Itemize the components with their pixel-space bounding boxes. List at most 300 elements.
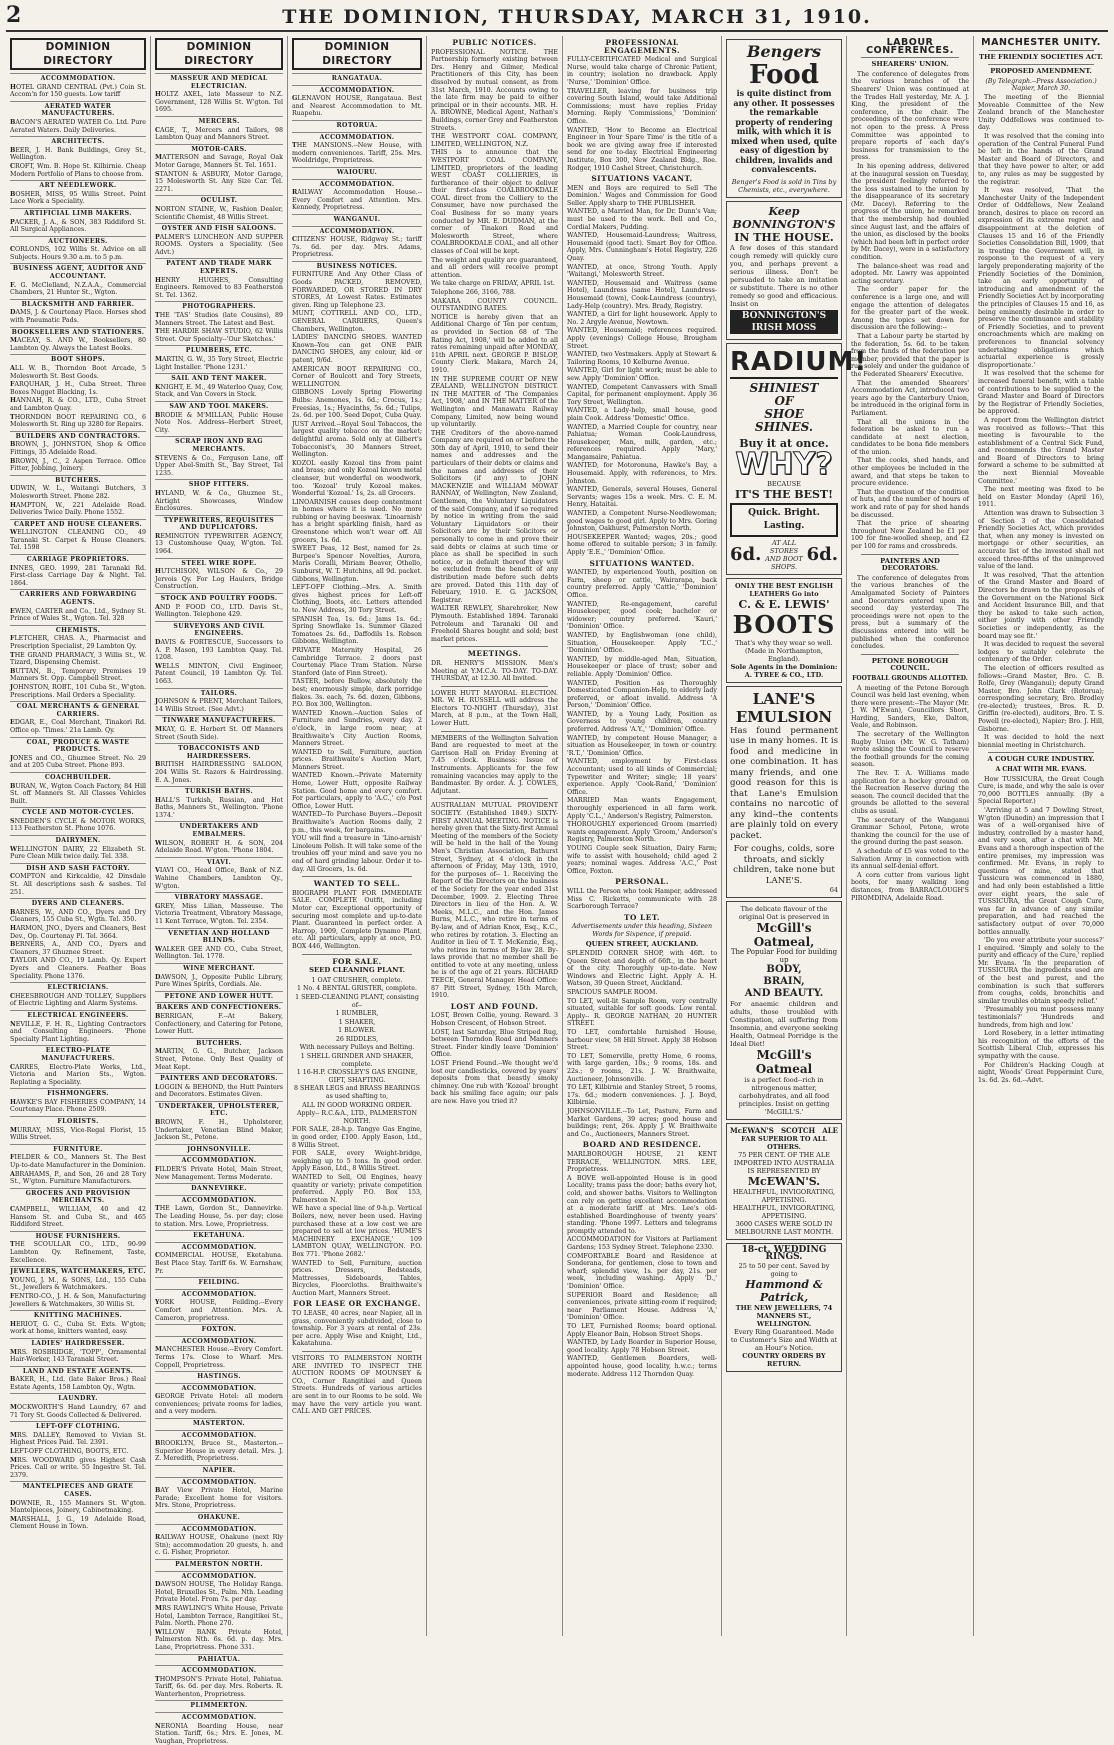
mcewans-line4: HEALTHFUL, INVIGORATING, APPETISING. — [732, 1203, 836, 1220]
section-heading: ACCOMMODATION. — [292, 226, 422, 236]
bonnington-ad — [726, 201, 842, 340]
divider — [861, 57, 959, 58]
situation-wanted: WANTED, Re-engagement, careful Housekeeper, good cook; bachelor or widower; country preferred. 'Kauri,' 'Dominion' Office. — [567, 600, 717, 631]
friendly-subhead: THE FRIENDLY SOCIETIES ACT. — [978, 52, 1104, 61]
section-heading: BUILDERS AND CONTRACTORS. — [10, 431, 146, 441]
directory-entry: RAILWAY HOUSE, Ohakune (next Rly Stn); accommodation 20 guests, h. and c. G. Fisher, Proprietor. — [155, 1534, 283, 1557]
for-sale-notice: WE have a special line of 9-h.p. Vertical Boilers, new, never been used. Having purchased these at a low cost we are prepared to sell at low prices. 'HUME'S MACHINERY EXCHANGE,' 109 LAMBTON QUAY, WELLINGTON. P.O. Box 771. 'Phone 2682.' — [292, 1205, 422, 1258]
situation-wanted: WANTED, by middle-aged Man, Situation, Housekeeper or place of trust; sober and reliable. Apply 'Dominion' Office. — [567, 655, 717, 678]
directory-entry: SNEDDEN'S CYCLE & MOTOR WORKS, 113 Featherston St. Phone 1076. — [10, 817, 146, 833]
board-item: WANTED, by Lady Boarder in Superior House, good locality. Apply 78 Hobson Street. — [567, 1339, 717, 1354]
to-let-list — [567, 950, 717, 1138]
article-paragraph: Lord Rosebery, in a letter intimating his recognition of the efforts of the Scottish Liberal Club, expresses his sympathy with the cause. — [978, 1030, 1104, 1060]
directory-entry: DAVIS & FORTESCUE, Successors to A. P. Mason, 193 Lambton Quay. Tel. 1208. — [155, 639, 283, 662]
situations-wanted-list — [567, 569, 717, 875]
divider — [441, 686, 548, 687]
directory-entry: LEFT-OFF CLOTHING, BOOTS, ETC. — [10, 1448, 129, 1456]
section-heading: PATENT AND TRADE MARK EXPERTS. — [155, 258, 283, 275]
bonnington-brand: BONNINGTON'S IRISH MOSS — [730, 310, 838, 334]
directory-entry: COMMERCIAL HOUSE, Eketahuna. Best Place Stay. Tariff 6s. W. Earnshaw, Pr. — [155, 1252, 283, 1275]
directory-entry: DAWSON HOUSE, The Holiday Ranga. Hotel, Bruxelles St., Palm. Nth. Leading Private Hotel. From 7s. per day. — [155, 1581, 283, 1604]
directory-entry: KNIGHT, E. M., 49 Waterloo Quay, Cow, Stack, and Van Covers in Stock. — [155, 383, 283, 399]
radium-why: WHY? — [735, 446, 833, 482]
mcewans-left: McEWAN'S — [730, 1126, 774, 1136]
section-heading: LEFT-OFF CLOTHING. — [10, 1421, 146, 1431]
business-notice: PRIVATE Maternity Hospital, 26 Cambridge Terrace. 2 doors past Courtenay Place Tram Station. Nurse Stanford (late of Finn Street). — [292, 646, 422, 677]
directory-entry: CAGE, T., Mercers and Tailors, 98 Lambton Quay and Manners Street. — [155, 126, 283, 142]
board-heading: BOARD AND RESIDENCE. — [582, 1140, 702, 1150]
section-heading: STEEL WIRE ROPE. — [155, 558, 283, 568]
to-let-heading: TO LET. — [624, 912, 660, 922]
directory-entry: MRS. ROSBRIDGE, 'TOPP', Ornamental Hair-Worker, 143 Taranaki Street. — [10, 1348, 146, 1364]
article-paragraph: The meeting of the Biennial Moveable Committee of the New Zealand branch of the Manchester Unity Oddfellows was continued to-day. — [978, 93, 1104, 132]
article-paragraph: 'Do you ever attribute your success?' I enquired. 'Simply and solely to the purity and efficacy of the Cure,' replied Mr. Evans. 'In the preparation of TUSSICURA the ingredients used are of the best and purest, and the combination is such that sufferers from coughs, colds, bronchitis and similar troubles obtain speedy relief.' — [978, 937, 1104, 1005]
section-heading: TINWARE MANUFACTURERS. — [155, 715, 283, 725]
board-item: COMFORTABLE Board and Residence at Sonderana, for gentlemen, close to town and wharf; splendid view, 1s. per day, 21s. per week, including washing. Apply 'D.,' 'Dominion' Office. — [567, 1252, 717, 1291]
business-notice: LADIES' DANCING SHOES. WANTED Known--You can get ONE PAIR DANCING SHOES, any colour, kid or patent, 9/6d. — [292, 334, 422, 364]
divider — [861, 654, 959, 655]
business-notice: SWEET Peas, 12 Best, named for 2s. Burpee's Spencer Novelties, Aurora, Maris Coralli, Miriam Beaver, Othello, Sunburst, W. T. Hutchins, all 9d. packet. Gibbons, Wellington. — [292, 545, 422, 583]
directory-entry: BACON'S AERATED WATER Co. Ltd. Pure Aerated Waters. Daily Deliveries. — [10, 118, 146, 134]
section-heading: ACCOMMODATION. — [292, 179, 422, 189]
public-notice: THE Creditors of the above-named Company are required on or before the 30th day of April, 1910, to send their names and addresses and the particulars of their debts or claims and the names and addresses of their Solicitors (if any) to JOHN MACKENZIE and WILLIAM MOWAT RANNAY, of Wellington, New Zealand, Gentlemen, the Voluntary Liquidators of the said Company, and if so required by notice in writing from the said Voluntary Liquidators or their Solicitors are by their Solicitors or personally to come in and prove their said debts or claims at such time or place as shall be specified in such notice, or in default thereof they will be excluded from the benefit of any distribution made before such debts are proved. Dated this 11th day of February, 1910. E. G. JACKSON, Registrar. — [431, 429, 558, 604]
directory-title: DOMINION DIRECTORY — [292, 38, 422, 70]
directory-entry: BERNERS, A., AND CO., Dyers and Cleaners, 37 Ghuznee Street. — [10, 941, 146, 956]
article-paragraph: The secretary of the Wellington Rugby Union (Mr. W. G. Tatham) wrote asking the Council to reserve the football grounds for the coming season. — [851, 731, 969, 769]
section-heading: VIAVI. — [155, 857, 283, 867]
painters-subhead: PAINTERS AND DECORATORS. — [880, 556, 940, 573]
article-paragraph: A meeting of the Petone Borough Council was held last evening, when there were present:--The Mayor (Mr. J. W. M'Ewan), Councillors Short, Harding, Sanders, Eke, Dalton, Veale, and Robinson. — [851, 684, 969, 730]
article-paragraph: A schedule of £5 was voted to the Salvation Army in connection with its annual self-denial effort. — [851, 847, 969, 871]
directory-entry: MARSHALL, J. G., 19 Adelaide Road, Clement House in Town. — [10, 1515, 146, 1531]
bengers-line: is quite distinct from any other. It possesses the remarkable property of rendering milk, with which it is mixed when used, quite easy of digestion by children, invalids and — [731, 88, 837, 165]
column-public-notices — [427, 36, 563, 1636]
divider — [302, 1351, 412, 1352]
directory-entry: BROWN, F. H., Upholsterer, Undertaker, Venetian Blind Maker, Jackson St., Petone. — [155, 1119, 283, 1142]
section-heading: ARTIFICIAL LIMB MAKERS. — [10, 208, 146, 218]
directory-entry: DOWNIE, R., 155 Manners St. W'gton. Mantelpieces, Joinery, Cabinetmaking. — [10, 1499, 146, 1515]
section-heading: HOUSE FURNISHERS. — [10, 1231, 146, 1241]
directory-entry: STEVENS & Co., Ferguson Lane, off Upper Abel-Smith St., Bay Street, Tel 1235. — [155, 454, 283, 477]
section-heading: STOCK AND POULTRY FOODS. — [155, 593, 283, 603]
mcgill-close: is a perfect food--rich in nitrogenous matter, carbohydrates, and all food principles. Insist on getting 'McGILL'S.' — [738, 1076, 830, 1117]
for-sale-notice: FOR SALE, 28-h.p. Tangye Gas Engine, in good order, £100. Apply Eason, Ltd., 8 Willis Street. — [292, 1126, 422, 1149]
professional-list — [567, 56, 717, 172]
directory-entry: BROWN, J., JOHNSTON, Shop & Office Fittings, 35 Adelaide Road. — [10, 441, 146, 456]
situation-wanted: WANTED, by competent House Manager, a situation as Housekeeper, in town or country. 'R.T.,' 'Dominion' Office. — [567, 734, 717, 757]
article-paragraph: The balance-sheet was read and adopted. Mr. Lawry was appointed acting secretary. — [851, 262, 969, 285]
situation-wanted: WANTED, Position as Thoroughly Domesticated Companion-Help, to elderly lady preferred, or afloat invalid. Address 'A Person,' 'Dominion' Office. — [567, 679, 717, 710]
directory-entry: THE Lawn, Gordon St., Dannevirke. The Leading House, 5s. per day; close to station. Mrs. Lowe, Proprietress. — [155, 1205, 283, 1228]
section-heading: CARRIAGE PROPRIETORS. — [10, 554, 146, 564]
business-notice: FURNITURE And Any Other Class of Goods PACKED, REMOVED, FORWARDED, OR STORED IN DRY STORES, At Lowest Rates. Estimates given. Ring up Telephone 23. — [292, 271, 422, 309]
directory-entry: MATTERSON and Savage, Royal Oak Motor Garage, Manners St. Tel. 1651. — [155, 154, 283, 169]
section-heading: TURKISH BATHS. — [155, 786, 283, 796]
painters-paras — [851, 575, 969, 651]
directory-body — [10, 73, 146, 1531]
lewis-tag: That's why they wear so well. (Made in Northampton, England). — [735, 638, 833, 663]
divider — [988, 752, 1094, 753]
radium-price-left: 6d. — [730, 544, 762, 565]
section-heading: VENETIAN AND HOLLAND BLINDS. — [155, 928, 283, 945]
bonnington-head1: Keep BONNINGTON'S — [732, 204, 836, 231]
board-item: WANTED, Gentlemen Boarders, well-appointed house, good locality, h.w.c.; terms moderate. Address 112 Thorndon Quay. — [567, 1355, 717, 1378]
business-notice: WANTED to Sell, Furniture, auction prices. Braithwaite's Auction Mart, Manners Street. — [292, 748, 422, 771]
section-heading: AERATED WATER MANUFACTURERS. — [10, 101, 146, 118]
section-heading: BAKERS AND CONFECTIONERS. — [156, 1004, 282, 1012]
directory-title: DOMINION DIRECTORY — [10, 38, 146, 70]
article-paragraph: A corn cutter from various light boots, for many walking long distances, from BARRACLOUGH'S PIROMDINA, Adelaide Road. — [851, 871, 969, 902]
rings-price: 25 to 50 per cent. Saved by going to — [738, 1261, 830, 1278]
article-paragraph: It was resolved that the coming into operation of the Central Funeral Fund be left in the hands of the Grand Master and Board of Directors, and that they have power to alter, or add to, any rules as may be suggested by the registrar. — [978, 132, 1104, 186]
public-notice: THE WESTPORT COAL COMPANY, LIMITED, WELLINGTON, N.Z. — [431, 133, 558, 148]
lost-found-heading: LOST AND FOUND. — [450, 1001, 539, 1011]
directory-entry: TAYLOR AND CO., 19 Lamb. Qy. Expert Dyers and Cleaners. Feather Boas Speciality. Phone 1376. — [10, 957, 146, 980]
directory-entry: THE MANSIONS.--New House, with modern conveniences. Tariff, 25s. Mrs. Wooldridge, Proprietress. — [292, 142, 422, 165]
page-number: 2 — [6, 2, 22, 28]
directory-entry: BURAN, W., Wgton Coach Factory, 84 Hill St. off Manners St. All Classes Vehicles Built. — [10, 782, 146, 805]
lanes-close: For coughs, colds, sore throats, and sickly children, take none but LANE'S. — [733, 844, 835, 886]
directory-entry: HOTEL GRAND CENTRAL (Pvt.) Coin St. Accom'n for 150 guests. Low tariff — [10, 83, 146, 99]
mcewans-line2: 75 PER CENT. OF THE ALE IMPORTED INTO AUSTRALIA IS REPRESENTED BY — [733, 1150, 835, 1175]
for-sale-notice: WANTED to Sell, Furniture, auction prices. Dressers, Bedsteads, Mattresses, Sideboards, Tables, Bicycles, Floorcloths. Braithwaite's Auction Mart, Manners Street. — [292, 1259, 422, 1297]
article-paragraph: 'Presumably you must possess many testimonials?' 'Hundreds and hundreds, from high and low.' — [978, 1006, 1104, 1029]
directory-entry: DAMS, J. & Courtenay Place. Horses shod with Pneumatic Pads. — [10, 309, 146, 325]
public-notice: MAKARA COUNTY COUNCIL. OUTSTANDING RATES. — [431, 297, 558, 313]
article-paragraph: The election of officers resulted as follows:--Grand Master, Bro. C. B. Rolfe, Grey (Wanganui); deputy Grand Master, Bro. John Clark (Rotorua); corresponding secretary, Bro. Brodley (re-elected); trustees, Bros. R. D. Griffin (re-elected), auditors, Bro. T. S. Powell (re-elected), Napier; Bro. J. Hill, Gisborne. — [978, 664, 1104, 733]
mcewans-right: ALE — [822, 1126, 838, 1136]
section-heading: OHAKUNE. — [155, 1512, 283, 1522]
directory-entry: DAWSON, J., Opposite Public Library, Pure Wines Spirits, Cordials. Ale. — [155, 973, 283, 989]
directory-entry: FARQUHAR, J. H., Cuba Street. Three Boxes Nugget Blacking, 1s. — [10, 381, 146, 396]
section-heading: ACCOMMODATION. — [155, 1383, 283, 1393]
article-paragraph: The conference of delegates from the various branches of the Amalgamated Society of Painters and Decorators entered upon its second day yesterday. The proceedings were not open to the press, but a summary of the discussions entered into will be published when the conference concludes. — [851, 574, 969, 651]
directory-entry: MURRAY, MISS, Vice-Regal Florist, 15 Willis Street. — [10, 1126, 146, 1142]
radium-because: BECAUSE — [767, 479, 801, 488]
mission-meeting: DR. HENRY'S MISSION. Men's Meeting at Y.M.C.A. TO-DAY. TO-DAY. THURSDAY, at 12.30. All Invited. — [431, 659, 558, 683]
section-heading: WINE MERCHANT. — [155, 963, 283, 973]
directory-entry: WILSON, ROBERT H. & SON, 204 Adelaide Road. W'gton. 'Phone 1804. — [155, 839, 283, 855]
directory-entry: THORNDON BOOT REPAIRING CO., 6 Molesworth St. Ring up 3280 for Repairs. — [10, 413, 146, 429]
directory-entry: WILLOW BANK Private Hotel, Palmerston Nth. 6s. 6d. p. day. Mrs. Lane, Proprietress. Phone 331. — [155, 1628, 283, 1651]
section-heading: BUTCHERS. — [10, 475, 146, 485]
directory-entry: ABRAHAMS, P., and Son, 26 and 28 Tory St., W'gton. Furniture Manufacturers. — [10, 1170, 146, 1186]
directory-entry: WELLINGTON DAIRY, 22 Elizabeth St. Pure Clean Milk twice daily. Tel. 338. — [10, 845, 146, 861]
situation-vacant: WANTED, a Married Man, for Dr. Dunn's Van; must be used to the work. Bell and Co., Cordial Makers, Pudding. — [567, 208, 717, 231]
directory-entry: BROOKLYN, Bruce St., Masterton.--Superior House in every detail. Mrs. J. Z. Meredith, Proprietress. — [155, 1440, 283, 1463]
directory-entry: NERONIA Boarding House, near Station. Tariff, 6s.; Mrs. E. Jones, M. Vaughan, Proprietress. — [155, 1722, 283, 1745]
lanes-emulsion-ad — [726, 686, 842, 899]
section-heading: FURNITURE. — [10, 1144, 146, 1154]
for-sale-item: With necessary Pulleys and Belting. — [299, 1044, 415, 1052]
petone-subhead2: FOOTBALL GROUNDS ALLOTTED. — [852, 674, 968, 682]
mcgill-brain: BRAIN, — [763, 976, 805, 988]
for-sale-item: 1 RUMBLER, — [335, 1010, 379, 1018]
section-heading: PLIMMERTON. — [155, 1700, 283, 1710]
business-notice: KOZOL easily Kozoal tins from paint and brass; and only Kozoal known metal cleanser, but wonderful on woodwork, too. 'Kozoal' truly Kozoal makes. Wonderful 'Kozoal.' 1s, 2s. all Grocers. — [292, 459, 422, 498]
labour-heading: LABOUR CONFERENCES. — [866, 37, 954, 56]
directory-title: DOMINION DIRECTORY — [155, 38, 283, 70]
public-notice: NOTICE is hereby given that an Additional Charge of Ten per centum, as provided in Section 68 of 'The Rating Act, 1908,' will be added to all rates remaining unpaid after MONDAY, 11th APRIL next. GEORGE P. BISLOP, County Clerk. Makara, March 24, 1910. — [431, 313, 558, 374]
section-heading: ACCOMMODATION. — [155, 1430, 283, 1440]
mcewans-brand: McEWAN'S. — [747, 1174, 821, 1188]
business-notices — [292, 271, 422, 873]
divider — [302, 954, 412, 955]
directory-entry: THE 'TAS' Studios (late Cousins), 89 Manners Street. The Latest and Best. — [155, 312, 283, 327]
mcewans-mid: SCOTCH — [780, 1126, 816, 1136]
section-heading: SHOP FITTERS. — [155, 479, 283, 489]
article-paragraph: The secretary of the Wanganui Grammar School, Petone, wrote thanking the council for the use of the ground during the past season. — [851, 816, 969, 847]
section-heading: DYERS AND CLEANERS. — [10, 898, 146, 908]
directory-entry: WELLS MINTON, Civil Engineer, Patent Council, 19 Lambton Qy. Tel. 1663. — [155, 662, 283, 685]
article-paragraph: That the price of shearing throughout New Zealand be £1 per 100 for fine-woolled sheep, and £2 per 100 for rams and crossbreds. — [851, 520, 969, 550]
section-heading: ACCOMMODATION. — [155, 1665, 283, 1675]
column-directory-1 — [6, 36, 151, 1636]
radium-ad — [726, 343, 868, 575]
section-heading: FLORISTS. — [10, 1116, 146, 1126]
article-paragraph: That all the unions in the federation be asked to run a candidate at next election, candidates to be bona fide members of the union. — [851, 418, 969, 456]
section-heading: WAIOURU. — [292, 167, 422, 177]
bonnington-text: A few doses of this standard cough remedy will quickly cure you, and perhaps prevent a serious illness. Don't be persuaded to take an imitation or substitute. There is no other remedy so good and efficacious. Insist on — [730, 243, 838, 308]
for-sale-item: 26 RIDDLES, — [335, 1035, 379, 1043]
directory-entry: BARNES, W., AND CO., Dyers and Dry Cleaners, 155 Cuba St., Wgtn. Tel. 350. — [10, 908, 146, 924]
section-heading: TAILORS. — [155, 688, 283, 698]
lewis-agents: Sole Agents in the Dominion: A. TYREE & CO., LTD. — [730, 662, 838, 679]
section-heading: FISHMONGERS. — [10, 1088, 146, 1098]
board-item: MARLBOROUGH HOUSE, 21 KENT TERRACE, WELLINGTON. MRS. LEE, Proprietress. — [567, 1150, 717, 1174]
directory-entry: BEER, J. H. Bank Buildings, Grey St., Wellington. — [10, 146, 146, 162]
directory-entry: MANCHESTER House.--Every Comfort. Terms 17s. Close to Wharf. Mrs. Coppell, Proprietress. — [155, 1346, 283, 1369]
section-heading: BUSINESS AGENT, AUDITOR AND ACCOUNTANT. — [10, 263, 146, 280]
section-heading: CYCLE AND MOTOR-CYCLES. — [10, 807, 146, 817]
wedding-rings-ad — [726, 1243, 842, 1372]
situation-vacant: WANTED, a Married Couple for country, near Pahiatua; Woman Cook-Laundress, Housekeeper, Man, milk, garden, etc.; references required. Apply 'Mary,' Mangamaire, Pahiatua. — [567, 423, 717, 461]
section-heading: ELECTRO-PLATE MANUFACTURERS. — [10, 1045, 146, 1062]
article-paragraph: The next meeting was fixed to be held on Easter Monday (April 16), 1911. — [978, 486, 1104, 509]
lost-found-item: LOST, last Saturday, Blue Striped Rug, between Thorndon Road and Manners Street. Finder kindly leave 'Dominion' Office. — [431, 1028, 558, 1059]
business-notice: LINOARNISH causes deep contentment in homes where it is used. No more rubbing or having beeswax. 'Linoarnish' has a bright sparkling finish, hard as Greenstone which won't wear off. All grocers, 1s. 6d. — [292, 498, 422, 544]
visitors-notice: VISITORS TO PALMERSTON NORTH ARE INVITED TO INSPECT THE AUCTION ROOMS OF MOUNSEY & CO., Corner Rangitikei and Queen Streets. Hundreds of various articles are sent in to our Rooms to be sold. We may have the very article you want. CALL AND GET PRICES. — [292, 1355, 422, 1416]
directory-entry: REMINGTON TYPEWRITER AGENCY, 13 Customhouse Quay, W'gton. Tel. 1964. — [155, 532, 283, 556]
amp-society: AUSTRALIAN MUTUAL PROVIDENT SOCIETY. (Established 1849.) SIXTY-FIRST ANNUAL MEETING. NOTICE is hereby given that the Sixty-first Annual Meeting of the members of the Society will be held in the hall of the Young Men's Christian Association, Bathurst Street, Sydney, at 4 o'clock in the afternoon of Friday, May 13th, 1910, for the purposes of-- 1. Receiving the Report of the Directors on the business of the Society for the year ended 31st December, 1909. 2. Electing Three Directors in lieu of the Hon. A. W. Meeks, M.L.C., and the Hon. James Burns, M.L.C., who retire in terms of By-law, and of Adrian Knox, Esq., K.C., who retires by rotation. 3. Electing an Auditor in lieu of T. T. McKenzie, Esq., who retires in terms of By-law 28. By-laws provide that no member shall be entitled to vote at any meeting, unless he is of the age of 21 years. RICHARD TEECE, General Manager. Head Office: 87 Pitt Street, Sydney, 15th March, 1910. — [431, 802, 558, 1000]
bengers-brand: Bengers — [746, 42, 822, 61]
radium-cta: Buy it at once. — [739, 436, 829, 450]
section-heading: ACCOMMODATION. — [155, 1477, 283, 1487]
directory-entry: RAILWAY Accommodation House.--Every Comfort and Attention. Mrs. Kennedy, Proprietress. — [292, 189, 422, 212]
article-paragraph: 'Arriving at 5 and 7 Dowling Street, W'gton (Dunedin) an impression that I was of a well-organised hive of industry, controlled by a master hand, and very soon, after a chat with Mr. Evans and a thorough inspection of the entire premises, my impression was confirmed. Mr. Evans, in reply to questions of mine, stated that Tussicura was commenced in 1880, and had only been established a little over eight years, the sale of TUSSICURA, the Great Cough Cure, was far in advance of any similar preparation, and had reached the satisfactory output of over 70,000 bottles annually. — [978, 807, 1104, 936]
directory-entry: YORK HOUSE, Feilding.--Every Comfort and Attention. Mrs. A. Cameron, proprietress. — [155, 1299, 283, 1322]
section-heading: DISH AND SASH FACTORY. — [10, 863, 146, 873]
bengers-foot: Benger's Food is sold in Tins by Chemists, etc., everywhere. — [731, 177, 837, 194]
board-list — [567, 1151, 717, 1378]
section-heading: ACCOMMODATION. — [10, 73, 146, 83]
meetings-heading: MEETINGS. — [467, 649, 522, 659]
section-heading: ACCOMMODATION. — [155, 1712, 283, 1722]
to-let-item: TO LET, comfortable furnished House, harbour view, 58 Hill Street. Apply 38 Hobson Street. — [567, 1029, 717, 1052]
manchester-heading: MANCHESTER UNITY. — [981, 37, 1101, 48]
public-notice: IN THE SUPREME COURT OF NEW ZEALAND, WELLINGTON DISTRICT. IN THE MATTER of 'The Companies Act, 1908,' and IN THE MATTER of the Wellington and Manawatu Railway Company, Limited, now being wound up voluntarily. — [431, 375, 558, 429]
section-heading: GROCERS AND PROVISION MERCHANTS. — [10, 1188, 146, 1205]
section-heading: MERCERS. — [155, 116, 283, 126]
directory-entry: CROFT, Wm. B. Hope St. Kilbirnie. Cheap Modern Portfolio of Plans to choose from. — [10, 162, 146, 178]
directory-entry: FIELDER & CO., Manners St. The Best Up-to-date Manufacturer in the Dominion. — [10, 1154, 146, 1170]
mcewans-line1: FAR SUPERIOR TO ALL OTHERS. — [741, 1134, 827, 1151]
business-notice: AMERICAN BOOT REPAIRING CO., Corner of Boulcott and Tory Streets, WELLINGTON. — [292, 365, 422, 388]
situation-vacant: WANTED, a Lady-help, small house, good plain Cook. Address 'Domestic' Office. — [567, 407, 717, 422]
mcgill-top: The delicate flavour of the original Oat is preserved in — [738, 905, 830, 921]
lease-text: TO LEASE, 40 acres, near Napier, all in grass, conveniently subdivided, close to township. For 3 years at rental of 23s. per acre. Apply Wise and Knight, Ltd., Kakatahuna. — [292, 1310, 422, 1348]
personal-item: WILL the Person who took Hamper, addressed Miss C. Ricketts, communicate with 28 Scarborough Terrace? — [567, 887, 717, 911]
section-heading: EKETAHUNA. — [155, 1230, 283, 1240]
lanes-brand: LANE'S EMULSION — [735, 689, 833, 726]
lewis-product: BOOTS — [732, 609, 836, 639]
situation-vacant: WANTED, a Competent Nurse-Needlewoman; good wages to good girl. Apply to Mrs. Goring Johnston, Oakhurst, Palmerston North. — [567, 510, 717, 533]
for-sale-item: 1 SHELL GRINDER AND SHAKER, complete. — [300, 1053, 414, 1068]
section-heading: KNITTING MACHINES. — [10, 1310, 146, 1320]
situation-wanted: WANTED, by experienced Youth, position on Farm, sheep or cattle, Wairarapa, back country preferred. Apply 'Cattle,' 'Dominion' Office. — [567, 569, 717, 599]
to-let-item: TO LET, well-lit Sample Room, very centrally situated, suitable for soft goods. Low rental. Apply-- R. GEORGE NATHAN, 20 HUNTER STREET. — [567, 997, 717, 1028]
situation-vacant: HOUSEKEEPER Wanted; wages, 20s.; good home offered to suitable person; 3 in family. Apply 'E.E.,' 'Dominion' Office. — [567, 533, 717, 556]
section-heading: BLACKSMITH AND FARRIER. — [10, 299, 146, 309]
radium-line: SHINIEST — [749, 380, 819, 395]
situation-wanted: YOUNG Couple seek Situation, Dairy Farm; wife to assist with household; child aged 2 years; nominal wages. Address 'A.C.,' Post Office, Foxton. — [567, 844, 717, 875]
public-notice: THIS is to announce that the WESTPORT COAL COMPANY, LIMITED, proprietors of the leading WEST COAST COLLIERIES, in furtherance of their object to deliver their first-class COALBROOKDALE COAL direct from the Colliery to the Consumer, have now purchased the Coal Business for so many years conducted by MR. E. DUDMAN, at the corner of Tinakori Road and Molesworth Street, where COALBROOKDALE COAL, and all other classes of Coal will be kept. — [431, 149, 558, 256]
professional-heading: PROFESSIONAL ENGAGEMENTS. — [603, 38, 681, 55]
section-heading: MASTERTON. — [155, 1418, 283, 1428]
directory-entry: ALL W. B., Thorndon Boot Arcade, 5 Molesworth St. Best Goods. — [10, 365, 146, 380]
section-heading: ARCHITECTS. — [10, 136, 146, 146]
section-heading: UNDERTAKER, UPHOLSTERER, ETC. — [155, 1101, 283, 1118]
business-notice: MUNT, COTTRELL AND CO., LTD., GENERAL CARRIERS, Queen's Chambers, Wellington. — [292, 310, 422, 333]
rings-addr: THE NEW JEWELLERS, 74 MANNERS ST., WELLINGTON. — [735, 1303, 833, 1328]
section-heading: CARPET AND HOUSE CLEANERS. — [10, 519, 146, 529]
for-sale-item: ALL IN GOOD WORKING ORDER. — [302, 1101, 412, 1109]
directory-entry: UDWIN, W. L., Waitangi Butchers, 3 Molesworth Street. Phone 282. — [10, 485, 146, 500]
column-advertisements — [722, 36, 868, 1636]
section-heading: VIBRATORY MASSAGE. — [155, 892, 283, 902]
directory-entry: CAMPBELL, WILLIAM, 40 and 42 Hansom St. and Cuba St., and 465 Riddiford Street. — [10, 1206, 146, 1229]
directory-entry: GREY, Miss Lilian, Masseuse. The Victoria Treatment, Vibratory Massage, 11 Kent Terrace, W'gton. Tel. 2354. — [155, 902, 283, 925]
business-notice: LEFT-OFF Clothing.--Mrs. A. Smith gives highest prices for Left-off Clothing, Boots, etc. Letters attended to. New Address, 30 Tory Street. — [292, 584, 422, 614]
directory-entry: BERRIGAN, F.--At Bakery, Confectionery, and Catering for Petone, Lower Hutt. — [155, 1012, 283, 1036]
section-heading: MOTOR-CARS. — [155, 144, 283, 154]
public-notices-heading: PUBLIC NOTICES. — [452, 38, 537, 47]
situation-wanted: MARRIED Man wants Engagement, thoroughly experienced in all farm work. Apply 'C.L.,' Anderson's Registry, Palmerston. — [567, 797, 717, 820]
directory-entry: CHEESBROUGH AND TOLLEY, Suppliers of Electric Lighting and Alarm Systems. — [10, 992, 146, 1008]
lost-found-item: LOST Friend Found.--We thought we'd lost our candlesticks, covered by years' deposits from that beastly smoky chimney. One rub with 'Kozoal' brought back his smiling face again; our pals are new. Have you tried it? — [431, 1060, 558, 1105]
public-notice: We take charge on FRIDAY, APRIL 1st. — [431, 280, 555, 288]
directory-entry: EDGAR, E., Coal Merchant, Tinakori Rd. Office op. 'Times.' 21a Lamb. Qy. — [10, 719, 146, 734]
mcgill-sub: The Popular Food for building up — [730, 948, 838, 964]
article-paragraph: That the amended Shearers' Accommodation Act, introduced two years ago by the Canterbury Union, be introduced in the original form in Parliament. — [851, 379, 969, 417]
to-let-item: SPLENDID CORNER SHOP, with 46ft. to Queen Street and depth of 66ft., in the heart of the city. Thoroughly up-to-date. New Windows and Electric Light. Apply A. H. Watson, 39 Queen Street, Auckland. — [567, 950, 717, 988]
section-heading: ACCOMMODATION. — [292, 132, 422, 142]
column-directory-3 — [288, 36, 427, 1636]
section-heading: ELECTRICAL ENGINEERS. — [10, 1010, 146, 1020]
section-heading: ROTORUA. — [292, 120, 422, 130]
for-sale-item: 1 16-H.P. CROSSLEY'S GAS ENGINE, GIFT, SHAFTING. — [296, 1069, 418, 1084]
section-heading: COAL MERCHANTS & GENERAL CARRIERS. — [10, 701, 146, 718]
cough-subhead: A COUGH CURE INDUSTRY. — [987, 755, 1095, 764]
mcgill-text: For anaemic children and adults, those troubled with Constipation, all suffering from Insomnia, and everyone seeking Health, Oatmeal Porridge is the Ideal Diet! — [730, 1000, 838, 1049]
situation-wanted: WANTED, by Englishwoman (one child), Situation, Housekeeper. Apply 'T.C.,' 'Dominion' Office. — [567, 631, 717, 655]
for-sale-item: 1 BLOWER. — [338, 1027, 376, 1035]
for-sale-notice: FOR SALE, every Weight-bridge, weighing up to 5 tons. In good order. Apply Eason, Ltd., 8 Willis Street. — [292, 1150, 422, 1173]
directory-entry: F. G. McClelland, N.Z.A.A., Commercial Chambers, 21 Hunter St., Wgton. — [10, 281, 146, 297]
section-heading: ACCOMMODATION. — [292, 85, 422, 95]
divider — [988, 50, 1094, 51]
section-heading: TYPEWRITERS, REQUISITES AND DUPLICATORS. — [155, 515, 283, 532]
section-heading: NAPIER. — [155, 1465, 283, 1475]
section-heading: DAIRYMEN. — [10, 835, 146, 845]
situation-vacant: WANTED, Competent Canvassers with Small Capital, for permanent employment. Apply 36 Tory Street, Wellington. — [567, 383, 717, 406]
directory-entry: FENTRO-CO., J. H. & Son, Manufacturing Jewellers & Watchmakers, 30 Willis St. — [10, 1292, 146, 1308]
board-item: SUPERIOR Board and Residence; all conveniences, private sitting-room if required; near Parliament House. Address 'A,' 'Dominion' Office. — [567, 1291, 717, 1322]
directory-entry: THE SCOULLAR CO., LTD., 90-99 Lambton Qy. Refinement, Taste, Excellence. — [10, 1241, 146, 1264]
for-sale-item: Apply-- R.C.&A., LTD., PALMERSTON NORTH. — [297, 1110, 417, 1125]
business-notice: TASTER, before Bullow, absolutely the best; enormously simple, dark porridge flakes. 3s. each, 7s. 6d. dozen, Gibbons, P.O. Box 300, Wellington. — [292, 678, 422, 709]
section-heading: ACCOMMODATION. — [155, 1336, 283, 1346]
directory-entry: PALMER'S LUNCHEON AND SUPPER ROOMS. Oysters a Speciality. (See Advt.) — [155, 233, 283, 256]
situation-wanted: THOROUGHLY experienced Groom (married) wants engagement. Apply 'Groom,' Anderson's Registry, Palmerston North. — [567, 821, 717, 844]
petone-paras — [851, 685, 969, 903]
wanted-to-sell-text: BIOGRAPH PLANT FOR IMMEDIATE SALE. COMPLETE Outfit, including Motor car, Exceptional opportunity of securing most complete and up-to-date Plant. Guaranteed in perfect order. A Harrop, 1909, Complete Dynamo Plant, etc. All particulars, apply at once, P.O. BOX 446, Wellington. — [292, 889, 422, 950]
directory-entry: BUTTAN, B., Temporary Premises 19 Manners St. Opp. Campbell Street. — [10, 667, 146, 683]
public-notice: Telephone 266, 3166, 788. — [431, 289, 516, 296]
section-heading: ACCOMMODATION. — [155, 1242, 283, 1252]
article-paragraph: The Rev. T. A. Williams made application for a hockey ground on the Recreation Reserve during the season. The council decided that the grounds be allotted to the several clubs as usual. — [851, 770, 969, 815]
section-heading: PAHIATUA. — [155, 1654, 283, 1664]
columns — [6, 36, 1108, 1745]
section-heading: JEWELLERS, WATCHMAKERS, ETC. — [10, 1268, 146, 1276]
directory-entry: PACKER, J. A., & SON, 383 Riddiford St. All Surgical Appliances. — [10, 218, 146, 234]
section-heading: SAW AND TOOL MAKERS. — [155, 401, 283, 411]
directory-entry: FLETCHER, CHAS. A., Pharmacist and Prescription Specialist, 29 Lambton Qy. — [10, 635, 146, 650]
article-paragraph: The order paper for the conference is a large one, and will engage the attention of delegates for the greater part of the week. Among the topics set down for discussion are the following:-- — [851, 286, 969, 332]
situation-vacant: WANTED, for Motoronuna, Hawke's Bay, a Housemaid. Apply, with references, to Mrs. Johnston. — [567, 462, 717, 485]
column-labour-conferences — [847, 36, 974, 1636]
article-paragraph: That the question of the condition of huts, and the number of hours of work and rate of pay for shed hands be discussed. — [851, 488, 969, 519]
for-sale-heading: FOR SALE. — [332, 956, 382, 966]
section-heading: UNDERTAKERS AND EMBALMERS. — [155, 821, 283, 838]
divider — [441, 646, 548, 647]
manchester-paras — [978, 94, 1104, 749]
professional-item: WANTED, 'How to Become an Electrical Engineer in Your Spare Time' is the title of a book we are giving away free if interested send for one to-day. Electrical Engineering Institute, Box 300, New Zealand Bldg., Roe. Rodger, 1910 Cashel Street, Christchurch. — [567, 126, 717, 172]
professional-item: FULLY-CERTIFICATED Medical and Surgical Nurse, would take charge of Chronic Patient, in country; isolation no drawback. Apply 'Nurse,' 'Dominion' Office. — [567, 56, 717, 86]
board-item: ACCOMMODATION for Visitors at Parliament Gardens; 153 Sydney Street. Telephone 2330. — [567, 1236, 717, 1252]
lost-found-item: LOST, Brown Collie, young. Reward. 3 Hobson Crescent, of Hobson Street. — [431, 1012, 558, 1028]
directory-entry: HANNAH, R. & CO., LTD., Cuba Street and Lambton Quay. — [10, 397, 146, 412]
for-sale-item: 8 SHEAR LEGS and BRASS BEARINGS as used shafting to, — [294, 1085, 420, 1101]
directory-entry: NORTON STAINE, W., Fashion Dealer, Scientific Chemist, 48 Willis Street. — [155, 205, 283, 221]
rings-note: Every Ring Guaranteed. Made to Customer's Size and Width at an Hour's Notice. — [730, 1327, 838, 1352]
directory-entry: GLENAVON HOUSE, Rangataua. Best and Nearest Accommodation to Mt. Ruapehu. — [292, 95, 422, 118]
divider — [861, 554, 959, 555]
situations-vacant-list — [567, 185, 717, 557]
article-paragraph: It was resolved, 'That the attention of the Grand Master and Board of Directors be drawn to the proposals of the Government on the National Sick and Accident Insurance Bill, and that they be asked to take such action, either jointly with other Friendly Societies or independently, as the board may see fit.' — [978, 571, 1104, 640]
directory-entry: JONES and CO., Ghuznee Street. No. 29 and at 205 Cuba Street. Phone 893. — [10, 754, 146, 770]
section-heading: BOOKSELLERS AND STATIONERS. — [11, 328, 145, 336]
shearers-subhead: SHEARERS' UNION. — [871, 60, 949, 69]
business-notice: JUST Arrived.--Royal Soul Tobaccos, the largest quality tobacco on the market; delightful aroma. Sold only at Gilbert's Tobacconist's, 30 Manners Street, Wellington. — [292, 420, 422, 459]
bengers-line: convalescents. — [751, 164, 817, 174]
directory-entry: BAY View Private Hotel, Marine Parade; Excellent home for visitors. Mrs. Stone, Proprietress. — [155, 1487, 283, 1510]
section-heading: ACCOMMODATION. — [155, 1571, 283, 1581]
radium-line: SHOE — [764, 406, 804, 421]
directory-entry: BOSHER, MISS, 95 Willis Street. Point Lace Work a Speciality. — [10, 190, 146, 206]
rings-brand: Hammond & Patrick, — [745, 1277, 823, 1304]
section-heading: ACCOMMODATION. — [155, 1155, 283, 1165]
